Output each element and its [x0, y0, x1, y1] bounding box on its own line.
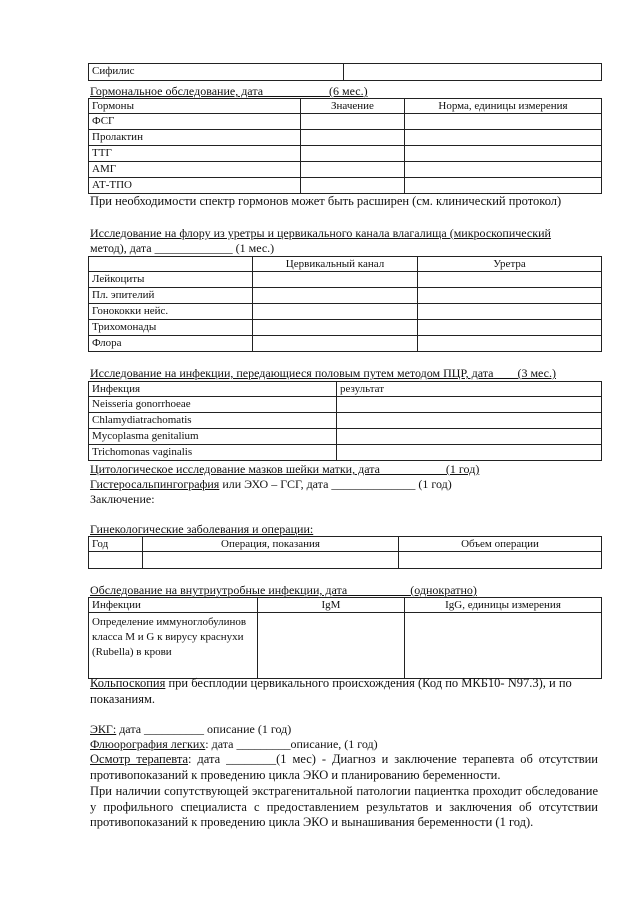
- pcr-row-label: Neisseria gonorrhoeae: [89, 397, 337, 413]
- pcr-heading: Исследование на инфекции, передающиеся половым путем методом ПЦР, дата ___ (3 мес.): [90, 366, 556, 380]
- flora-heading-line1: Исследование на флору из уретры и цервикального канала влагалища (микроскопический: [90, 226, 551, 240]
- gyn-header-volume: Объем операции: [399, 537, 602, 552]
- therapist-text: : дата ________(1 мес) - Диагноз и заключение терапевта об отсутствии противопоказаний к проведению цикла ЭКО и планированию беременности.: [90, 752, 598, 782]
- intrauterine-heading: Обследование на внутриутробные инфекции, дата__________ (однократно): [90, 583, 477, 597]
- pcr-row-label: Trichomonas vaginalis: [89, 445, 337, 461]
- fluoro-title: Флюорография легких: [90, 737, 206, 751]
- conclusion-label: Заключение:: [90, 492, 155, 506]
- syphilis-label: Сифилис: [89, 64, 344, 81]
- gyn-table: [88, 536, 602, 569]
- ecg-text: дата __________ описание (1 год): [116, 722, 292, 736]
- cytology-line: Цитологическое исследование мазков шейки матки, дата __________ (1 год): [90, 462, 480, 476]
- fluoro-text: : дата _________описание, (1 год): [205, 737, 378, 751]
- flora-row-label: Гонококки нейс.: [89, 304, 253, 320]
- flora-header-cervical: Цервикальный канал: [253, 257, 418, 272]
- flora-row-label: Флора: [89, 336, 253, 352]
- flora-heading-line2: метод), дата _____________ (1 мес.): [90, 241, 275, 255]
- ecg-title: ЭКГ:: [90, 722, 117, 736]
- pcr-header-result: результат: [337, 382, 602, 397]
- flora-header-urethra: Уретра: [418, 257, 602, 272]
- hormonal-header-norm: Норма, единицы измерения: [405, 99, 602, 114]
- ecg-line: [90, 722, 291, 737]
- colposcopy-title: Кольпоскопия: [90, 676, 166, 690]
- colposcopy-text: при бесплодии цервикального происхождения (Код по МКБ10- N97.3), и по показаниям.: [90, 676, 572, 706]
- intrauterine-table: [88, 597, 602, 679]
- therapist-title: Осмотр терапевта: [90, 752, 189, 766]
- iu-header-igm: IgM: [258, 598, 405, 613]
- flora-table: [88, 256, 602, 352]
- hormonal-heading: Гормональное обследование, дата __________ (6 мес.): [90, 84, 368, 98]
- flora-row-label: Пл. эпителий: [89, 288, 253, 304]
- comorbid-paragraph: При наличии сопутствующей экстрагенитальной патологии пациентка проходит обследование у профильного специалиста с предоставлением результатов и заключения об отсутствии противопоказаний к проведению цикла ЭКО и вынашивания беременности (1 год).: [90, 784, 598, 829]
- hsg-line: [90, 477, 452, 492]
- gyn-header-year: Год: [89, 537, 143, 552]
- hormone-row-label: Пролактин: [89, 130, 301, 146]
- pcr-table: [88, 381, 602, 461]
- hormone-row-label: ФСГ: [89, 114, 301, 130]
- hormonal-header-hormones: Гормоны: [89, 99, 301, 114]
- hsg-title: Гистеросальпингография: [90, 477, 220, 491]
- pcr-row-label: Mycoplasma genitalium: [89, 429, 337, 445]
- fluoro-line: [90, 737, 378, 752]
- iu-header-infections: Инфекции: [89, 598, 258, 613]
- hormone-row-label: АМГ: [89, 162, 301, 178]
- flora-row-label: Лейкоциты: [89, 272, 253, 288]
- iu-header-igg: IgG, единицы измерения: [405, 598, 602, 613]
- hormonal-note: При необходимости спектр гормонов может быть расширен (см. клинический протокол): [90, 194, 562, 208]
- iu-row-label: Определение иммуноглобулинов класса M и G к вирусу краснухи (Rubella) в крови: [89, 613, 258, 679]
- gyn-header-operation: Операция, показания: [143, 537, 399, 552]
- therapist-paragraph: [90, 752, 598, 783]
- syphilis-value: [344, 64, 602, 81]
- colposcopy-paragraph: [90, 676, 602, 707]
- hormone-row-label: АТ-ТПО: [89, 178, 301, 194]
- flora-row-label: Трихомонады: [89, 320, 253, 336]
- pcr-header-infection: Инфекция: [89, 382, 337, 397]
- hormonal-table: [88, 98, 602, 194]
- hormonal-header-value: Значение: [301, 99, 405, 114]
- gyn-heading: Гинекологические заболевания и операции:: [90, 522, 314, 536]
- pcr-row-label: Chlamydiatrachomatis: [89, 413, 337, 429]
- hormone-row-label: ТТГ: [89, 146, 301, 162]
- hsg-rest: или ЭХО – ГСГ, дата ______________ (1 год): [219, 477, 452, 491]
- syphilis-table: [88, 63, 602, 81]
